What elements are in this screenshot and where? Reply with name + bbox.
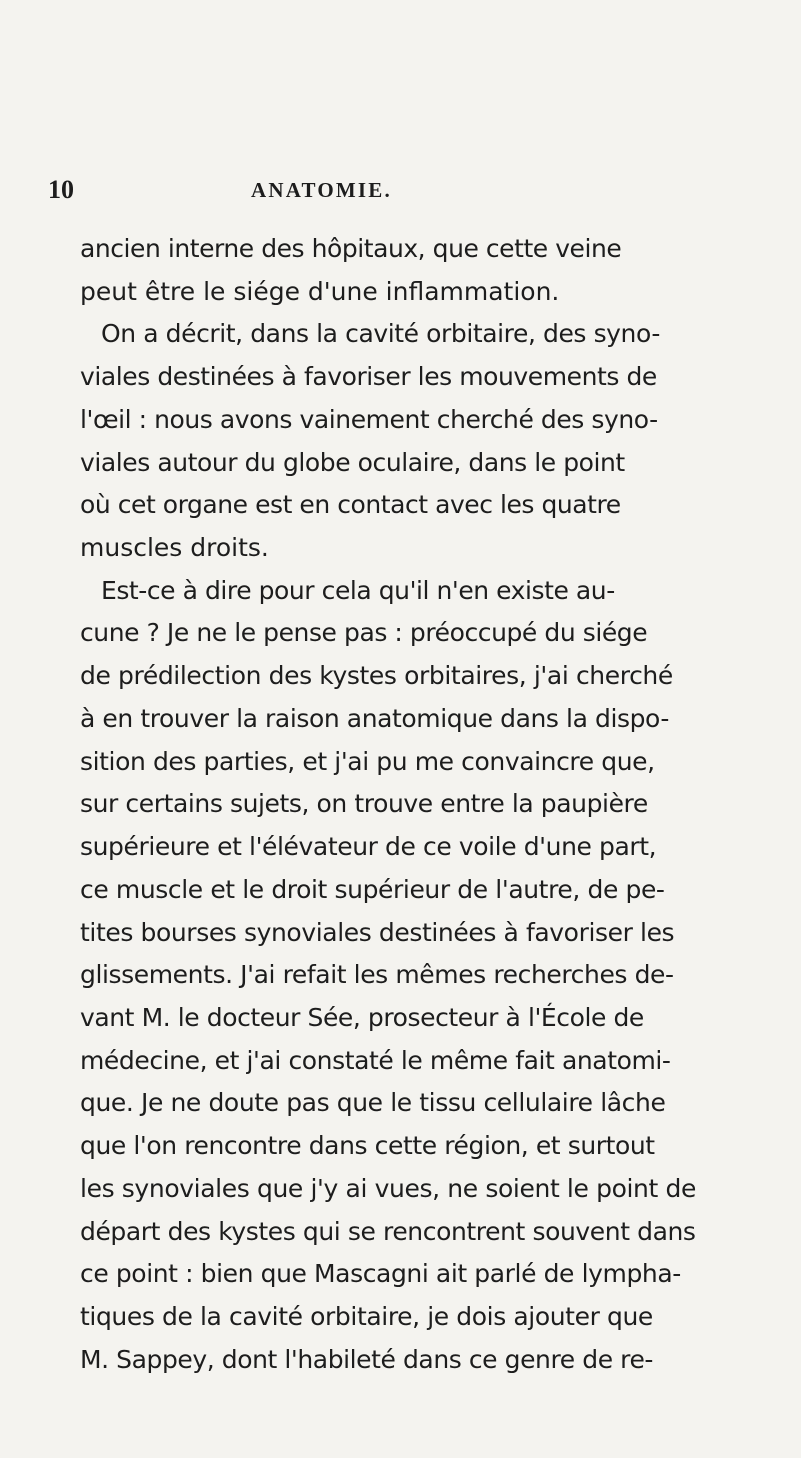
text-line: sition des parties, et j'ai pu me convaincre que, bbox=[80, 746, 655, 776]
text-line: viales autour du globe oculaire, dans le point bbox=[80, 447, 625, 477]
text-line: où cet organe est en contact avec les quatre bbox=[80, 490, 621, 520]
text-line: de prédilection des kystes orbitaires, j'ai cherché bbox=[80, 661, 673, 691]
text-line: On a décrit, dans la cavité orbitaire, des syno- bbox=[101, 319, 660, 349]
running-title: ANATOMIE. bbox=[251, 178, 392, 202]
text-line: que. Je ne doute pas que le tissu cellulaire lâche bbox=[80, 1088, 666, 1118]
body-text bbox=[80, 228, 800, 1381]
text-line: médecine, et j'ai constaté le même fait anatomi- bbox=[80, 1045, 671, 1075]
text-line: ce point : bien que Mascagni ait parlé de lympha- bbox=[80, 1259, 681, 1289]
text-line: M. Sappey, dont l'habileté dans ce genre de re- bbox=[80, 1344, 654, 1374]
text-line: ce muscle et le droit supérieur de l'autre, de pe- bbox=[80, 874, 665, 904]
text-line: glissements. J'ai refait les mêmes recherches de- bbox=[80, 960, 674, 990]
running-head bbox=[48, 173, 754, 207]
text-line: ancien interne des hôpitaux, que cette veine bbox=[80, 234, 622, 263]
text-line: Est-ce à dire pour cela qu'il n'en existe au- bbox=[101, 575, 615, 605]
text-line: tites bourses synoviales destinées à favoriser les bbox=[80, 917, 675, 947]
text-line: vant M. le docteur Sée, prosecteur à l'École de bbox=[80, 1002, 644, 1032]
text-line: l'œil : nous avons vainement cherché des syno- bbox=[80, 404, 658, 434]
text-line: sur certains sujets, on trouve entre la paupière bbox=[80, 789, 648, 819]
text-line: à en trouver la raison anatomique dans la dispo- bbox=[80, 703, 670, 733]
text-line: cune ? Je ne le pense pas : préoccupé du siége bbox=[80, 618, 648, 648]
text-line: tiques de la cavité orbitaire, je dois ajouter que bbox=[80, 1301, 653, 1331]
text-line: départ des kystes qui se rencontrent souvent dans bbox=[80, 1216, 696, 1246]
text-line: les synoviales que j'y ai vues, ne soient le point de bbox=[80, 1173, 697, 1203]
text-line: viales destinées à favoriser les mouvements de bbox=[80, 362, 657, 392]
text-line: muscles droits. bbox=[80, 533, 269, 563]
text-line: que l'on rencontre dans cette région, et surtout bbox=[80, 1131, 655, 1161]
text-line: supérieure et l'élévateur de ce voile d'une part, bbox=[80, 832, 657, 862]
page-number: 10 bbox=[48, 175, 74, 204]
text-line: peut être le siége d'une inflammation. bbox=[80, 276, 560, 306]
